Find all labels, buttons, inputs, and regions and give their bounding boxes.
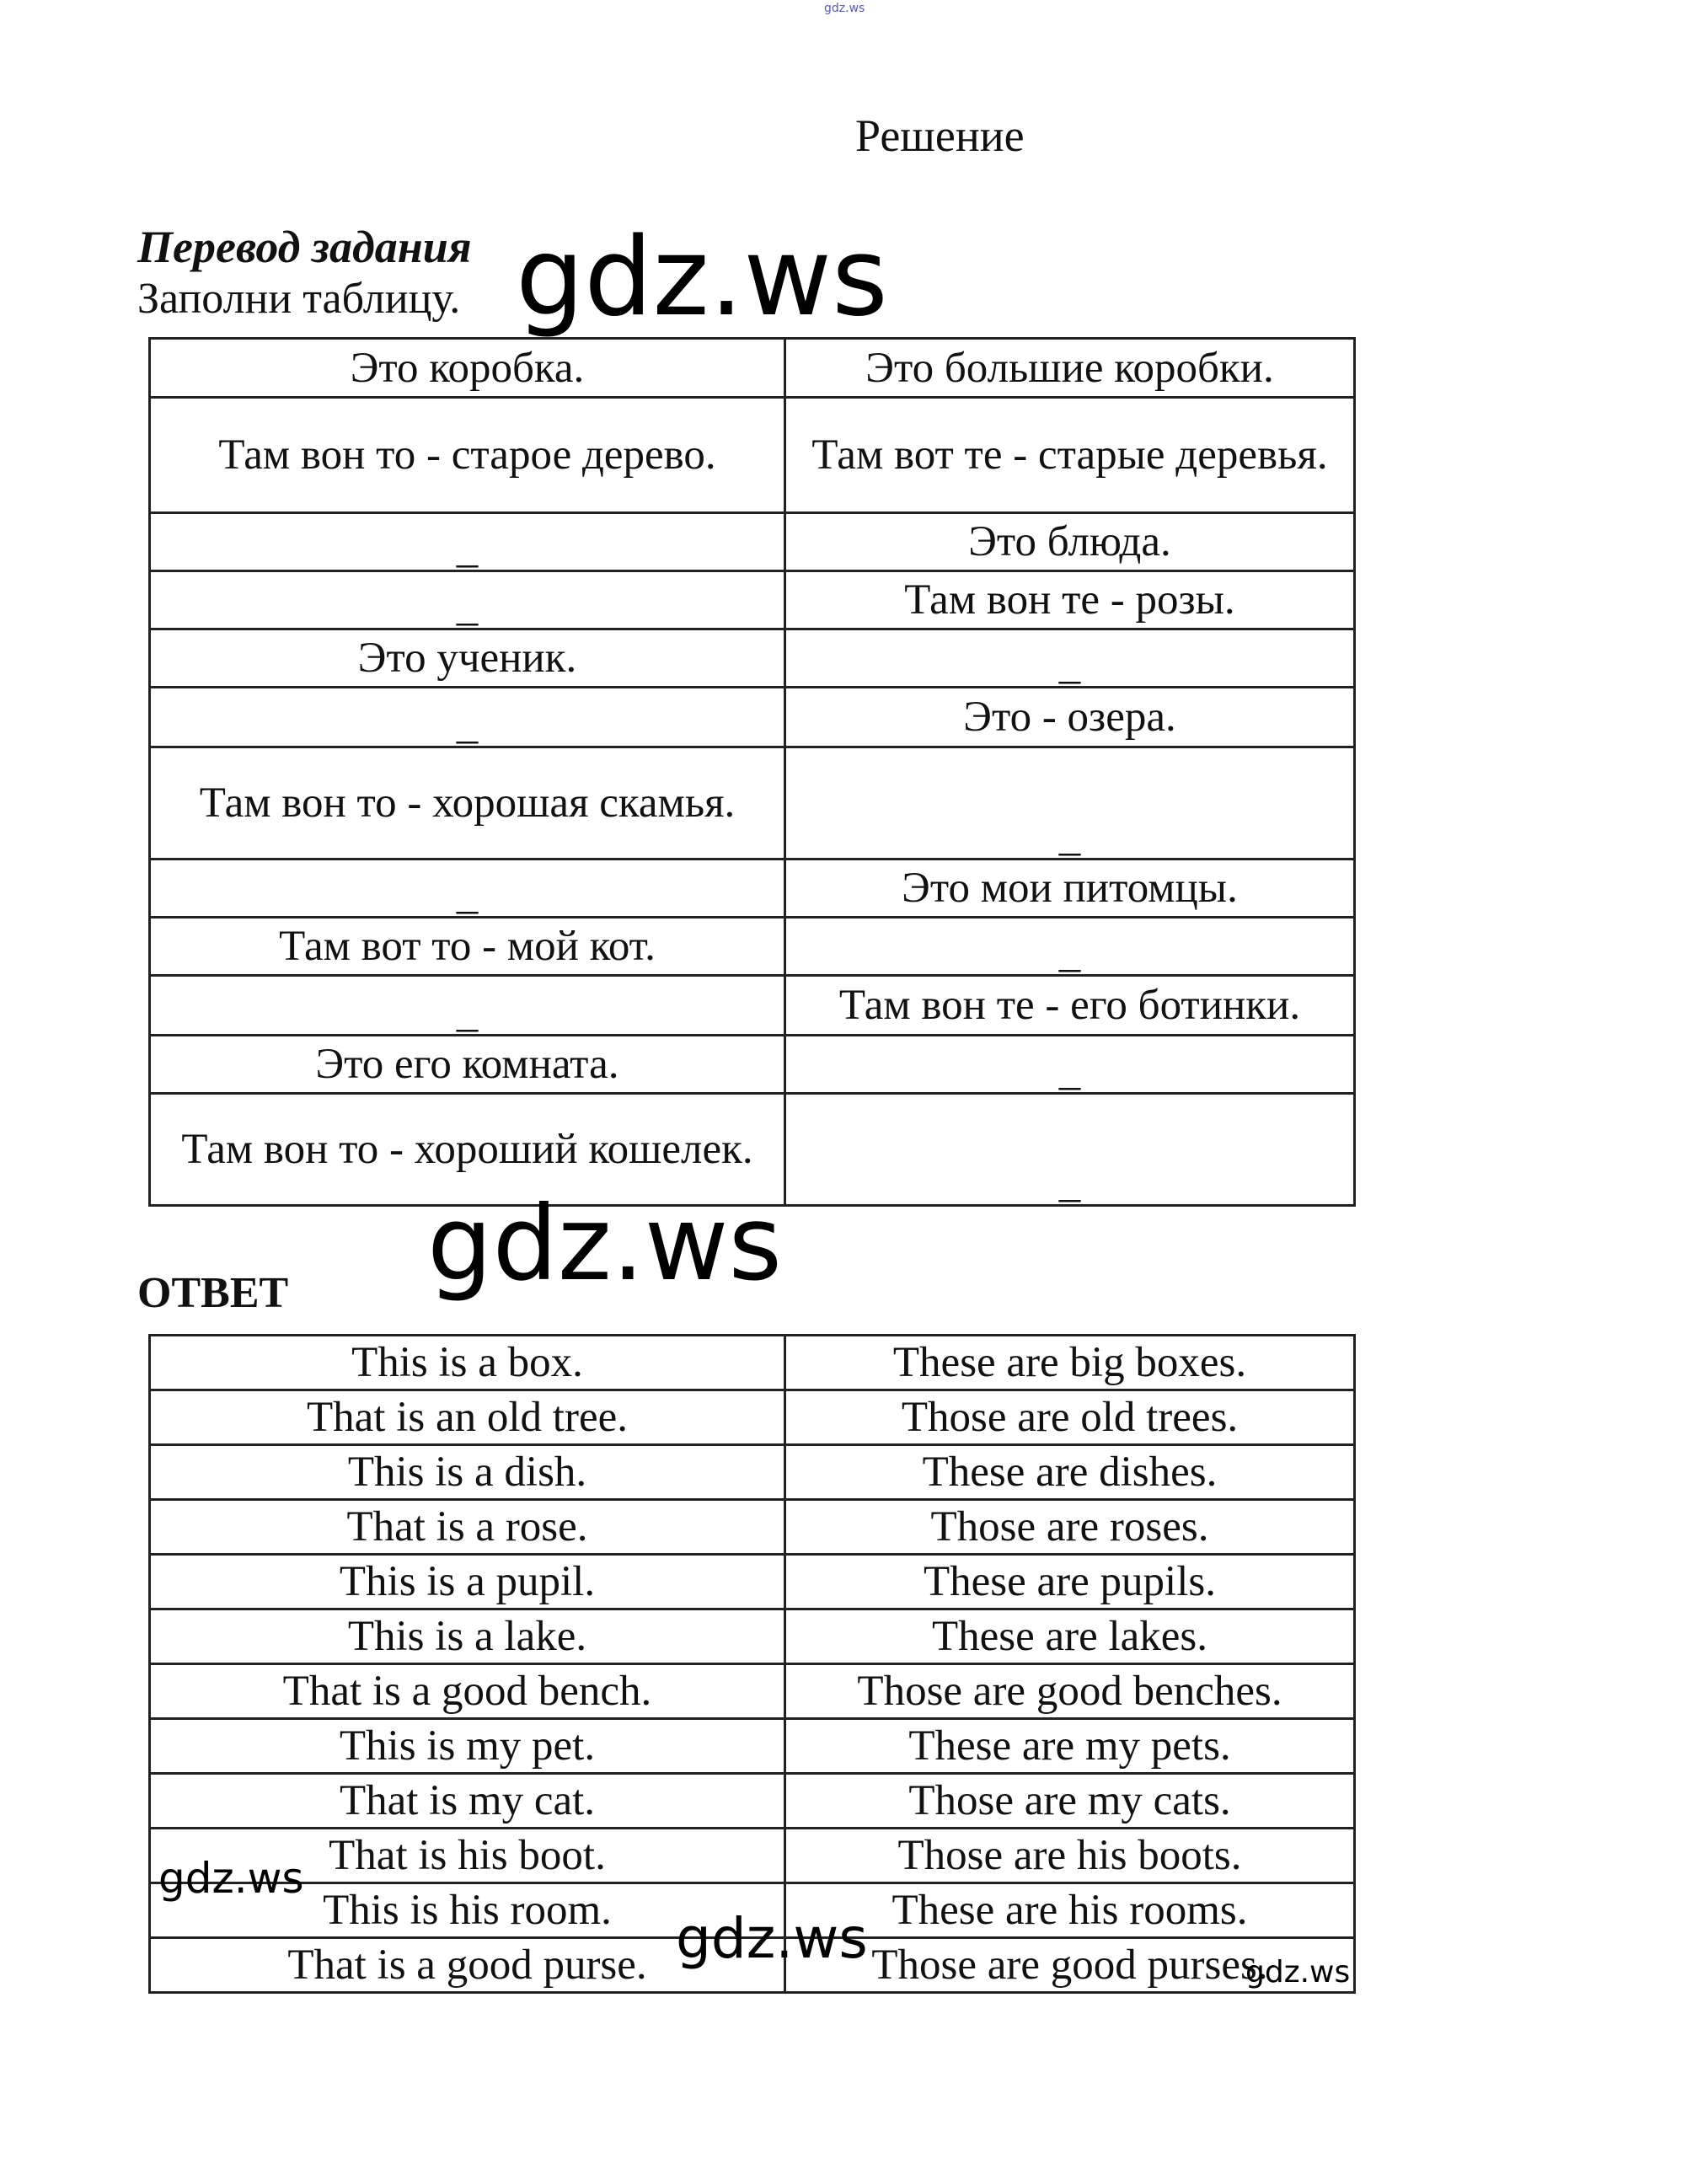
table-row — [150, 398, 1355, 513]
table-cell: Those are good purses. — [785, 1938, 1355, 1993]
table-row — [150, 1609, 1355, 1664]
table-cell: Там вот то - мой кот. — [150, 918, 785, 976]
table-cell: This is a pupil. — [150, 1555, 785, 1609]
table-cell: _ — [785, 629, 1355, 688]
table-cell: Those are old trees. — [785, 1390, 1355, 1445]
table-cell: Those are good benches. — [785, 1664, 1355, 1719]
table-row — [150, 976, 1355, 1036]
table-row — [150, 918, 1355, 976]
table-row — [150, 1445, 1355, 1500]
table-cell: Это блюда. — [785, 513, 1355, 571]
table-cell: Это его комната. — [150, 1036, 785, 1094]
table-cell: _ — [150, 860, 785, 918]
table-cell: This is his room. — [150, 1883, 785, 1938]
table-row — [150, 1390, 1355, 1445]
table-row — [150, 1036, 1355, 1094]
table-cell: This is a box. — [150, 1336, 785, 1390]
table-cell: _ — [785, 1036, 1355, 1094]
task-table — [148, 337, 1356, 1207]
table-row — [150, 1774, 1355, 1829]
table-cell: These are lakes. — [785, 1609, 1355, 1664]
table-row — [150, 860, 1355, 918]
table-cell: _ — [150, 571, 785, 629]
table-cell: These are pupils. — [785, 1555, 1355, 1609]
table-cell: Those are roses. — [785, 1500, 1355, 1555]
table-cell: These are dishes. — [785, 1445, 1355, 1500]
answer-table — [148, 1334, 1356, 1994]
task-heading: Перевод задания — [137, 222, 472, 272]
table-cell: Это ученик. — [150, 629, 785, 688]
table-row — [150, 513, 1355, 571]
table-cell: _ — [785, 1094, 1355, 1206]
table-cell: _ — [785, 918, 1355, 976]
table-row — [150, 747, 1355, 860]
top-watermark: gdz.ws — [824, 2, 865, 15]
table-cell: Это мои питомцы. — [785, 860, 1355, 918]
table-cell: That is my cat. — [150, 1774, 785, 1829]
table-cell: Там вон те - его ботинки. — [785, 976, 1355, 1036]
table-row — [150, 688, 1355, 747]
table-cell: This is my pet. — [150, 1719, 785, 1774]
table-cell: Там вот те - старые деревья. — [785, 398, 1355, 513]
table-cell: Это - озера. — [785, 688, 1355, 747]
watermark: gdz.ws — [516, 215, 888, 340]
table-cell: That is an old tree. — [150, 1390, 785, 1445]
table-cell: Там вон то - хороший кошелек. — [150, 1094, 785, 1206]
table-cell: These are big boxes. — [785, 1336, 1355, 1390]
watermark: gdz.ws — [427, 1184, 783, 1304]
table-row — [150, 1336, 1355, 1390]
table-row — [150, 1500, 1355, 1555]
table-row — [150, 1719, 1355, 1774]
table-cell: Там вон то - старое дерево. — [150, 398, 785, 513]
table-row — [150, 571, 1355, 629]
table-cell: Those are my cats. — [785, 1774, 1355, 1829]
answer-heading: ОТВЕТ — [137, 1269, 289, 1317]
table-cell: That is a good bench. — [150, 1664, 785, 1719]
table-cell: That is a rose. — [150, 1500, 785, 1555]
watermark: gdz.ws — [158, 1854, 304, 1903]
page-title: Решение — [855, 110, 1025, 161]
table-cell: This is a dish. — [150, 1445, 785, 1500]
table-row — [150, 629, 1355, 688]
table-cell: _ — [150, 513, 785, 571]
watermark: gdz.ws — [1245, 1955, 1351, 1990]
table-cell: Там вон то - хорошая скамья. — [150, 747, 785, 860]
table-cell: That is a good purse. — [150, 1938, 785, 1993]
table-row — [150, 1829, 1355, 1883]
table-row — [150, 1555, 1355, 1609]
table-cell: These are his rooms. — [785, 1883, 1355, 1938]
table-cell: _ — [150, 688, 785, 747]
table-cell: Там вон те - розы. — [785, 571, 1355, 629]
table-cell: Это большие коробки. — [785, 339, 1355, 398]
table-cell: Those are his boots. — [785, 1829, 1355, 1883]
table-cell: _ — [150, 976, 785, 1036]
watermark: gdz.ws — [676, 1906, 868, 1971]
table-row — [150, 1664, 1355, 1719]
table-cell: That is his boot. — [150, 1829, 785, 1883]
table-cell: These are my pets. — [785, 1719, 1355, 1774]
table-row — [150, 339, 1355, 398]
task-instruction: Заполни таблицу. — [137, 275, 461, 323]
table-cell: _ — [785, 747, 1355, 860]
table-cell: This is a lake. — [150, 1609, 785, 1664]
table-cell: Это коробка. — [150, 339, 785, 398]
